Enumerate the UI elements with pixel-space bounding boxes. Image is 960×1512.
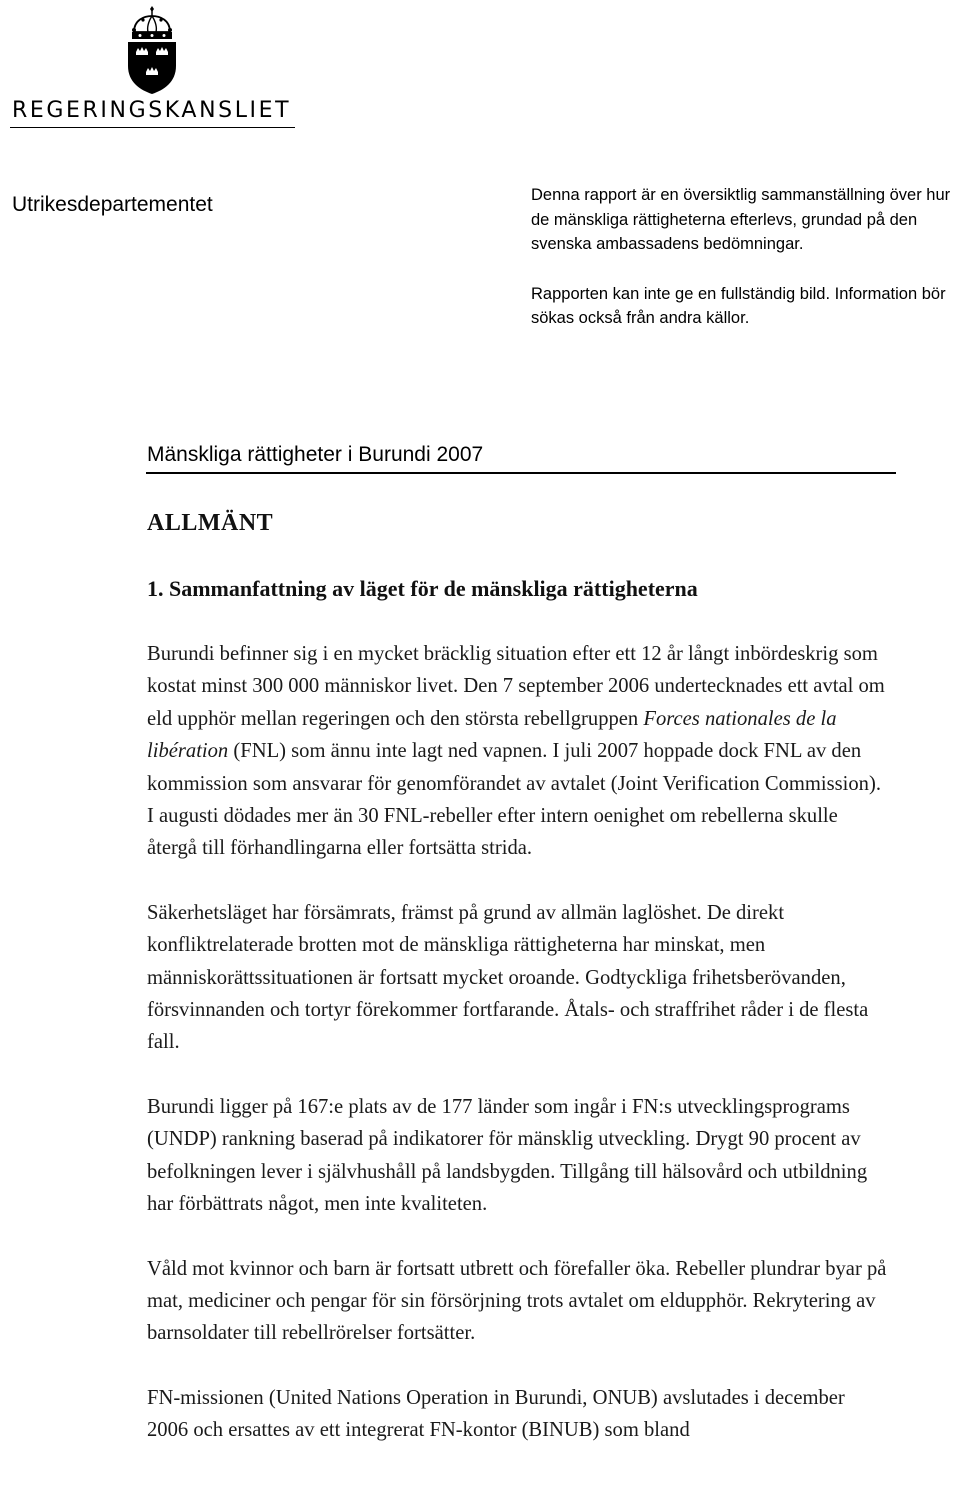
logo-divider: [10, 127, 295, 128]
body-paragraph: FN-missionen (United Nations Operation in Burundi, ONUB) avslutades i december 2006 och ersattes av ett integrerat FN-kontor (BINUB) som bland: [147, 1386, 845, 1442]
body-paragraph: Säkerhetsläget har försämrats, främst på grund av allmän laglöshet. De direkt konfliktrelaterade brotten mot de mänskliga rättigheterna har minskat, men människorättssituationen är fortsatt mycket oroande. Godtyckliga frihetsberövanden, försvinnanden och tortyr förekommer fortfarande. Åtals- och straffrihet råder i de flesta fall.: [147, 901, 869, 1054]
title-divider: [146, 472, 896, 474]
body-paragraph: Burundi ligger på 167:e plats av de 177 länder som ingår i FN:s utvecklingsprograms (UNDP) rankning baserad på indikatorer för mänsklig utveckling. Drygt 90 procent av befolkningen lever i självhushåll på landsbygden. Tillgång till hälsovård och utbildning har förbättrats något, men inte kvaliteten.: [147, 1095, 868, 1216]
disclaimer-paragraph: Rapporten kan inte ge en fullständig bild. Information bör sökas också från andra källor.: [531, 284, 946, 327]
paragraph-text: (FNL) som ännu inte lagt ned vapnen. I juli 2007 hoppade dock FNL av den kommission som ansvarar för genomförandet av avtalet (Joint Verification Commission). I augusti dödades mer än 30 FNL-rebeller efter intern oenighet om rebellerna skulle återgå till förhandlingarna eller fortsätta strida.: [147, 740, 881, 860]
body-paragraph: Våld mot kvinnor och barn är fortsatt utbrett och förefaller öka. Rebeller plundrar byar på mat, mediciner och pengar för sin försörjning trots avtalet om eldupphör. Rekrytering av barnsoldater till rebellrörelser fortsätter.: [147, 1257, 887, 1345]
subsection-heading: 1. Sammanfattning av läget för de mänskliga rättigheterna: [147, 576, 698, 601]
logo-wordmark: REGERINGSKANSLIET: [12, 98, 292, 123]
paragraph-text: Burundi befinner sig i en mycket bräcklig situation efter ett 12 år långt inbördeskrig som kostat minst 300 000 människor livet. Den 7 september 2006 undertecknades ett avtal om eld upphör mellan regeringen och den största rebellgruppen: [147, 643, 885, 730]
government-logo: [10, 0, 295, 130]
department-name: Utrikesdepartementet: [12, 193, 213, 216]
section-heading: ALLMÄNT: [147, 510, 274, 536]
body-paragraph: [147, 638, 887, 865]
document-body: [147, 638, 887, 1479]
disclaimer-paragraph: Denna rapport är en översiktlig sammanställning över hur de mänskliga rättigheterna efterlevs, grundad på den svenska ambassadens bedömningar.: [531, 186, 951, 253]
document-title: Mänskliga rättigheter i Burundi 2007: [147, 443, 484, 466]
italic-organization-name: Forces nationales de la libération: [147, 707, 837, 763]
crowned-shield-icon: [122, 2, 182, 96]
disclaimer-notice: [531, 183, 960, 331]
